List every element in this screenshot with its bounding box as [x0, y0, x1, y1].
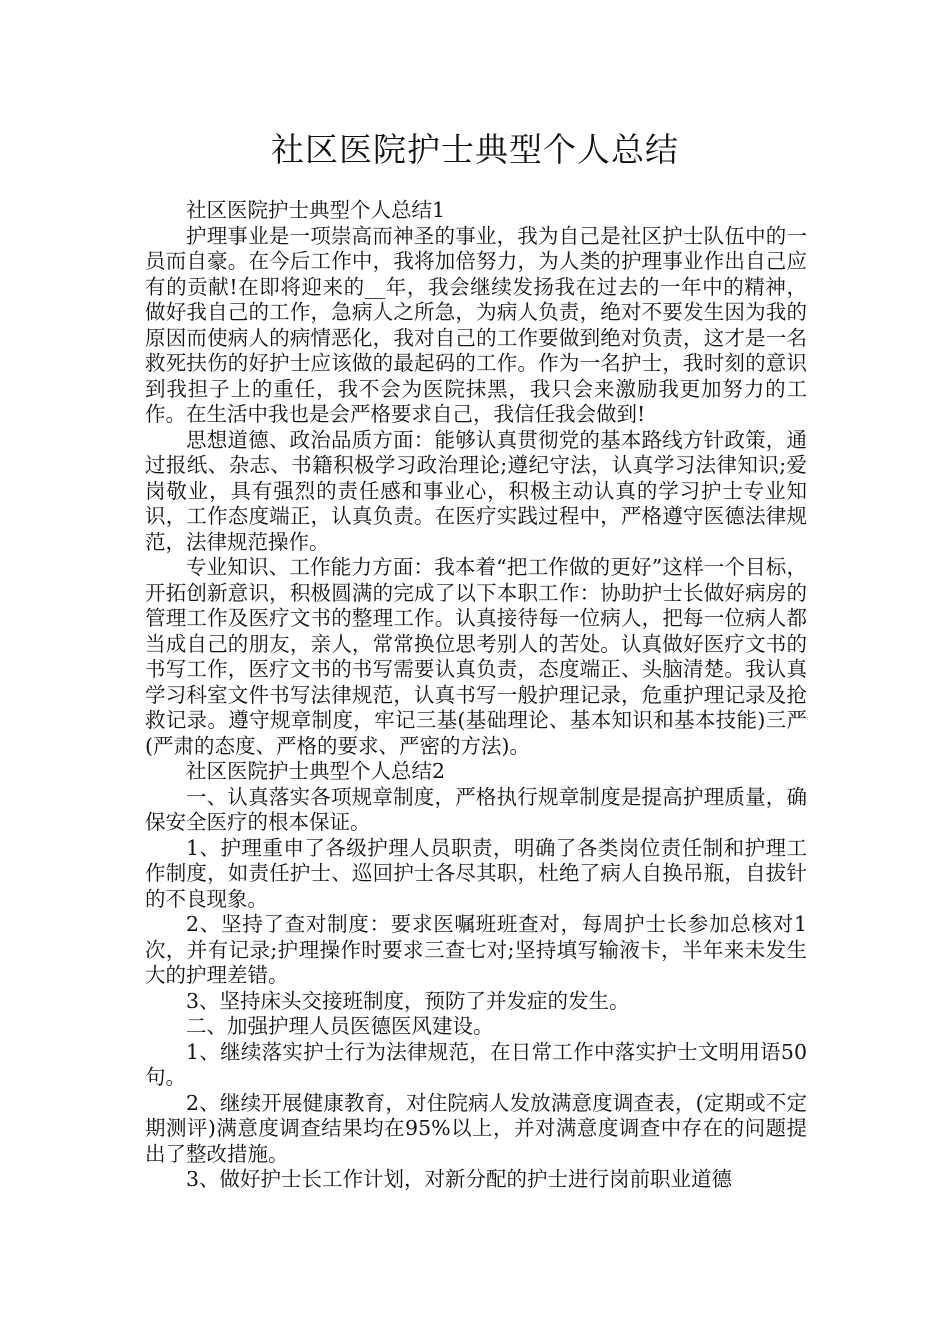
list-item: 3、坚持床头交接班制度，预防了并发症的发生。	[186, 988, 630, 1013]
paragraph-professional: 专业知识、工作能力方面：我本着“把工作做的更好”这样一个目标，开拓创新意识，积极圆满的完成了以下本职工作：协助护士长做好病房的管理工作及医疗文书的整理工作。认真接待每一位病人，把每一位病人都当成自己的朋友，亲人，常常换位思考别人的苦处。认真做好医疗文书的书写工作，医疗文书的书写需要认真负责，态度端正、头脑清楚。我认真学习科室文件书写法律规范，认真书写一般护理记录，危重护理记录及抢救记录。遵守规章制度，牢记三基(基础理论、基本知识和基本技能)三严(严肃的态度、严格的要求、严密的方法)。	[145, 555, 807, 758]
paragraph-rules: 一、认真落实各项规章制度，严格执行规章制度是提高护理质量，确保安全医疗的根本保证。	[145, 784, 807, 834]
section-heading-1: 社区医院护士典型个人总结1	[186, 198, 446, 222]
paragraph-ideology: 思想道德、政治品质方面：能够认真贯彻党的基本路线方针政策，通过报纸、杂志、书籍积极学习政治理论;遵纪守法，认真学习法律知识;爱岗敬业，具有强烈的责任感和事业心，积极主动认真的学习护士专业知识，工作态度端正，认真负责。在医疗实践过程中，严格遵守医德法律规范，法律规范操作。	[145, 427, 807, 554]
paragraph-ethics: 二、加强护理人员医德医风建设。	[186, 1014, 494, 1038]
list-item: 2、坚持了查对制度：要求医嘱班班查对，每周护士长参加总核对1次，并有记录;护理操作时要求三查七对;坚持填写输液卡，半年来未发生大的护理差错。	[145, 912, 807, 987]
list-item: 3、做好护士长工作计划，对新分配的护士进行岗前职业道德	[186, 1167, 733, 1191]
section-heading-2: 社区医院护士典型个人总结2	[186, 759, 446, 783]
list-item: 1、护理重申了各级护理人员职责，明确了各类岗位责任制和护理工作制度，如责任护士、巡回护士各尽其职，杜绝了病人自换吊瓶，自拔针的不良现象。	[145, 835, 807, 911]
document-title: 社区医院护士典型个人总结	[271, 130, 679, 169]
list-item: 1、继续落实护士行为法律规范，在日常工作中落实护士文明用语50句。	[145, 1039, 807, 1089]
list-item: 2、继续开展健康教育，对住院病人发放满意度调查表，(定期或不定期测评)满意度调查结果均在95%以上，并对满意度调查中存在的问题提出了整改措施。	[145, 1090, 807, 1166]
document-body	[145, 198, 807, 1193]
paragraph-intro: 护理事业是一项崇高而神圣的事业，我为自己是社区护士队伍中的一员而自豪。在今后工作中，我将加倍努力，为人类的护理事业作出自己应有的贡献!在即将迎来的__年，我会继续发扬我在过去的一年中的精神，做好我自己的工作，急病人之所急，为病人负责，绝对不要发生因为我的原因而使病人的病情恶化，我对自己的工作要做到绝对负责，这才是一名救死扶伤的好护士应该做的最起码的工作。作为一名护士，我时刻的意识到我担子上的重任，我不会为医院抹黑，我只会来激励我更加努力的工作。在生活中我也是会严格要求自己，我信任我会做到!	[145, 223, 807, 426]
